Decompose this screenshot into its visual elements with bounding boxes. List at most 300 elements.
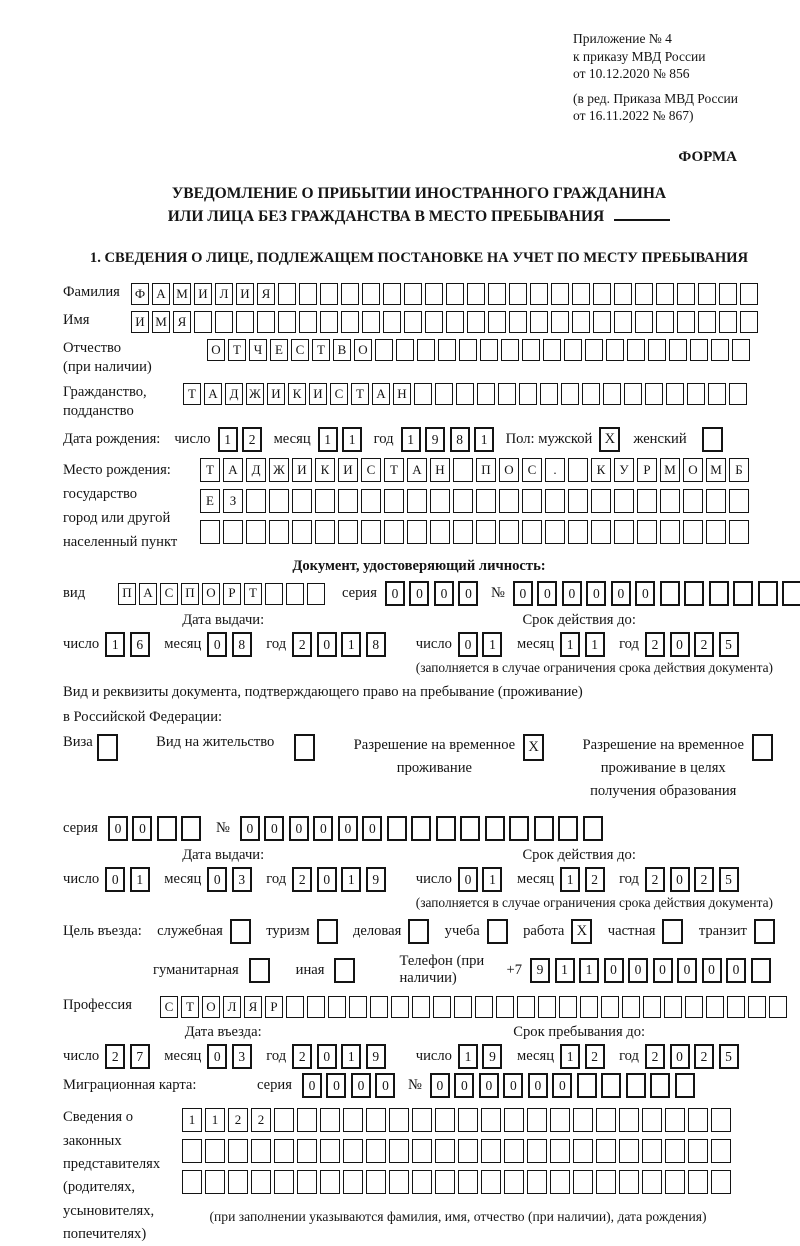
gender-female-checkbox[interactable] [702, 427, 723, 452]
char-box[interactable] [769, 996, 787, 1018]
char-box[interactable]: 0 [628, 958, 648, 983]
char-box[interactable] [519, 383, 537, 405]
char-box[interactable] [362, 283, 380, 305]
char-box[interactable] [522, 520, 542, 544]
char-box[interactable] [366, 1170, 386, 1194]
char-box[interactable] [307, 583, 325, 605]
char-box[interactable] [642, 1170, 662, 1194]
char-box[interactable] [297, 1108, 317, 1132]
char-box[interactable]: Т [384, 458, 404, 482]
char-box[interactable]: П [476, 458, 496, 482]
char-box[interactable]: 2 [105, 1044, 125, 1069]
char-box[interactable] [782, 581, 800, 606]
char-box[interactable] [504, 1108, 524, 1132]
char-box[interactable]: 0 [726, 958, 746, 983]
char-box[interactable] [361, 489, 381, 513]
char-box[interactable] [622, 996, 640, 1018]
char-box[interactable] [246, 520, 266, 544]
char-box[interactable] [454, 996, 472, 1018]
char-box[interactable] [706, 520, 726, 544]
char-box[interactable]: 0 [537, 581, 557, 606]
char-box[interactable] [269, 489, 289, 513]
char-box[interactable]: 0 [313, 816, 333, 841]
char-box[interactable] [504, 1139, 524, 1163]
char-box[interactable]: 0 [362, 816, 382, 841]
char-box[interactable] [320, 1139, 340, 1163]
char-box[interactable]: 2 [251, 1108, 271, 1132]
char-box[interactable] [396, 339, 414, 361]
char-box[interactable] [228, 1139, 248, 1163]
char-box[interactable]: 2 [694, 1044, 714, 1069]
char-box[interactable] [685, 996, 703, 1018]
char-box[interactable]: Ж [246, 383, 264, 405]
char-box[interactable]: 1 [458, 1044, 478, 1069]
char-box[interactable] [711, 1170, 731, 1194]
char-box[interactable] [551, 283, 569, 305]
char-box[interactable]: Н [393, 383, 411, 405]
char-box[interactable] [433, 996, 451, 1018]
char-box[interactable]: Л [223, 996, 241, 1018]
char-box[interactable] [568, 458, 588, 482]
char-box[interactable] [648, 339, 666, 361]
char-box[interactable]: 9 [425, 427, 445, 452]
char-box[interactable] [727, 996, 745, 1018]
char-box[interactable] [527, 1139, 547, 1163]
char-box[interactable] [476, 489, 496, 513]
char-box[interactable]: А [223, 458, 243, 482]
char-box[interactable]: 0 [458, 632, 478, 657]
char-box[interactable]: 0 [670, 1044, 690, 1069]
char-box[interactable] [530, 283, 548, 305]
char-box[interactable]: А [372, 383, 390, 405]
char-box[interactable] [719, 283, 737, 305]
char-box[interactable] [407, 489, 427, 513]
char-box[interactable]: 2 [228, 1108, 248, 1132]
char-box[interactable] [499, 520, 519, 544]
char-box[interactable]: 0 [326, 1073, 346, 1098]
char-box[interactable]: М [660, 458, 680, 482]
char-box[interactable] [729, 383, 747, 405]
char-box[interactable] [619, 1108, 639, 1132]
char-box[interactable] [412, 1170, 432, 1194]
char-box[interactable] [481, 1108, 501, 1132]
char-box[interactable] [559, 996, 577, 1018]
char-box[interactable] [751, 958, 771, 983]
char-box[interactable] [362, 311, 380, 333]
char-box[interactable] [614, 520, 634, 544]
char-box[interactable] [596, 1139, 616, 1163]
char-box[interactable] [614, 311, 632, 333]
char-box[interactable]: 1 [560, 1044, 580, 1069]
char-box[interactable] [530, 311, 548, 333]
char-box[interactable] [496, 996, 514, 1018]
char-box[interactable]: 3 [232, 1044, 252, 1069]
char-box[interactable] [480, 339, 498, 361]
char-box[interactable] [748, 996, 766, 1018]
char-box[interactable] [446, 311, 464, 333]
char-box[interactable] [391, 996, 409, 1018]
char-box[interactable] [435, 1108, 455, 1132]
char-box[interactable]: Я [244, 996, 262, 1018]
char-box[interactable]: К [288, 383, 306, 405]
char-box[interactable]: 0 [317, 867, 337, 892]
char-box[interactable]: 0 [611, 581, 631, 606]
char-box[interactable] [643, 996, 661, 1018]
char-box[interactable] [205, 1170, 225, 1194]
char-box[interactable] [637, 489, 657, 513]
char-box[interactable]: 1 [342, 427, 362, 452]
char-box[interactable]: 0 [552, 1073, 572, 1098]
char-box[interactable]: Р [637, 458, 657, 482]
residence-permit-checkbox[interactable] [294, 734, 315, 761]
char-box[interactable] [458, 1108, 478, 1132]
char-box[interactable]: 1 [560, 632, 580, 657]
char-box[interactable] [568, 489, 588, 513]
char-box[interactable]: Д [225, 383, 243, 405]
char-box[interactable] [711, 339, 729, 361]
char-box[interactable]: С [361, 458, 381, 482]
char-box[interactable] [404, 283, 422, 305]
char-box[interactable] [384, 489, 404, 513]
char-box[interactable]: 1 [482, 867, 502, 892]
char-box[interactable] [758, 581, 778, 606]
gender-male-checkbox[interactable]: X [599, 427, 620, 452]
char-box[interactable]: И [236, 283, 254, 305]
char-box[interactable] [572, 283, 590, 305]
char-box[interactable] [488, 311, 506, 333]
char-box[interactable] [650, 1073, 670, 1098]
char-box[interactable]: 0 [207, 1044, 227, 1069]
char-box[interactable] [338, 520, 358, 544]
char-box[interactable] [182, 1139, 202, 1163]
char-box[interactable] [550, 1139, 570, 1163]
char-box[interactable]: 9 [366, 867, 386, 892]
char-box[interactable]: 9 [530, 958, 550, 983]
char-box[interactable]: 0 [458, 581, 478, 606]
char-box[interactable] [436, 816, 456, 841]
char-box[interactable]: 2 [645, 1044, 665, 1069]
char-box[interactable] [596, 1170, 616, 1194]
char-box[interactable] [181, 816, 201, 841]
char-box[interactable] [387, 816, 407, 841]
char-box[interactable]: 2 [694, 867, 714, 892]
char-box[interactable] [660, 581, 680, 606]
char-box[interactable] [688, 1108, 708, 1132]
char-box[interactable]: . [545, 458, 565, 482]
char-box[interactable] [307, 996, 325, 1018]
char-box[interactable] [669, 339, 687, 361]
char-box[interactable]: 0 [338, 816, 358, 841]
char-box[interactable] [709, 581, 729, 606]
char-box[interactable]: 2 [292, 632, 312, 657]
char-box[interactable]: 0 [351, 1073, 371, 1098]
char-box[interactable] [366, 1139, 386, 1163]
char-box[interactable] [585, 339, 603, 361]
char-box[interactable]: С [160, 996, 178, 1018]
char-box[interactable] [583, 816, 603, 841]
char-box[interactable] [656, 311, 674, 333]
char-box[interactable] [467, 283, 485, 305]
char-box[interactable] [683, 489, 703, 513]
char-box[interactable]: С [291, 339, 309, 361]
char-box[interactable] [236, 311, 254, 333]
char-box[interactable]: Б [729, 458, 749, 482]
char-box[interactable]: Т [228, 339, 246, 361]
char-box[interactable]: 0 [289, 816, 309, 841]
char-box[interactable] [389, 1108, 409, 1132]
char-box[interactable]: 8 [366, 632, 386, 657]
char-box[interactable]: Р [265, 996, 283, 1018]
char-box[interactable]: 0 [604, 958, 624, 983]
char-box[interactable]: 1 [130, 867, 150, 892]
char-box[interactable] [660, 489, 680, 513]
char-box[interactable] [458, 1170, 478, 1194]
char-box[interactable] [435, 1170, 455, 1194]
char-box[interactable] [320, 1108, 340, 1132]
purpose-tourism-checkbox[interactable] [317, 919, 338, 944]
char-box[interactable] [664, 996, 682, 1018]
char-box[interactable] [460, 816, 480, 841]
char-box[interactable] [389, 1139, 409, 1163]
char-box[interactable]: 2 [645, 632, 665, 657]
char-box[interactable]: Т [200, 458, 220, 482]
char-box[interactable] [430, 489, 450, 513]
char-box[interactable] [666, 383, 684, 405]
purpose-official-checkbox[interactable] [230, 919, 251, 944]
char-box[interactable] [711, 1139, 731, 1163]
char-box[interactable]: 0 [702, 958, 722, 983]
char-box[interactable] [614, 489, 634, 513]
char-box[interactable] [656, 283, 674, 305]
char-box[interactable]: Е [200, 489, 220, 513]
char-box[interactable] [558, 816, 578, 841]
char-box[interactable] [366, 1108, 386, 1132]
char-box[interactable] [561, 383, 579, 405]
char-box[interactable] [292, 520, 312, 544]
char-box[interactable]: У [614, 458, 634, 482]
temp-residence-checkbox[interactable]: X [523, 734, 544, 761]
char-box[interactable] [603, 383, 621, 405]
char-box[interactable]: 0 [430, 1073, 450, 1098]
char-box[interactable]: К [315, 458, 335, 482]
char-box[interactable] [383, 311, 401, 333]
char-box[interactable] [389, 1170, 409, 1194]
char-box[interactable] [591, 520, 611, 544]
char-box[interactable]: 0 [105, 867, 125, 892]
char-box[interactable]: 0 [264, 816, 284, 841]
char-box[interactable] [467, 311, 485, 333]
char-box[interactable] [637, 520, 657, 544]
char-box[interactable]: 2 [645, 867, 665, 892]
char-box[interactable]: Н [430, 458, 450, 482]
char-box[interactable] [645, 383, 663, 405]
char-box[interactable]: 0 [240, 816, 260, 841]
char-box[interactable]: 1 [318, 427, 338, 452]
char-box[interactable] [375, 339, 393, 361]
char-box[interactable] [501, 339, 519, 361]
char-box[interactable]: 1 [218, 427, 238, 452]
char-box[interactable] [269, 520, 289, 544]
char-box[interactable] [729, 520, 749, 544]
char-box[interactable]: 1 [341, 1044, 361, 1069]
char-box[interactable] [540, 383, 558, 405]
char-box[interactable] [732, 339, 750, 361]
char-box[interactable]: 0 [513, 581, 533, 606]
char-box[interactable] [729, 489, 749, 513]
char-box[interactable]: 0 [670, 867, 690, 892]
char-box[interactable] [328, 996, 346, 1018]
char-box[interactable]: 9 [482, 1044, 502, 1069]
char-box[interactable]: Д [246, 458, 266, 482]
char-box[interactable]: 0 [207, 867, 227, 892]
char-box[interactable] [573, 1139, 593, 1163]
char-box[interactable]: А [407, 458, 427, 482]
char-box[interactable]: С [330, 383, 348, 405]
char-box[interactable] [194, 311, 212, 333]
char-box[interactable] [665, 1170, 685, 1194]
char-box[interactable] [550, 1170, 570, 1194]
char-box[interactable] [606, 339, 624, 361]
char-box[interactable] [509, 816, 529, 841]
char-box[interactable] [675, 1073, 695, 1098]
char-box[interactable] [425, 311, 443, 333]
purpose-other-checkbox[interactable] [334, 958, 355, 983]
char-box[interactable]: И [292, 458, 312, 482]
char-box[interactable] [404, 311, 422, 333]
char-box[interactable]: 1 [555, 958, 575, 983]
temp-residence-education-checkbox[interactable] [752, 734, 773, 761]
char-box[interactable] [456, 383, 474, 405]
char-box[interactable] [568, 520, 588, 544]
char-box[interactable] [383, 283, 401, 305]
char-box[interactable]: И [338, 458, 358, 482]
char-box[interactable] [265, 583, 283, 605]
char-box[interactable] [551, 311, 569, 333]
char-box[interactable] [527, 1170, 547, 1194]
char-box[interactable]: 2 [292, 867, 312, 892]
char-box[interactable] [517, 996, 535, 1018]
char-box[interactable] [412, 996, 430, 1018]
char-box[interactable] [582, 383, 600, 405]
char-box[interactable]: 1 [401, 427, 421, 452]
char-box[interactable] [384, 520, 404, 544]
char-box[interactable]: 0 [454, 1073, 474, 1098]
char-box[interactable] [200, 520, 220, 544]
char-box[interactable] [435, 1139, 455, 1163]
char-box[interactable] [619, 1139, 639, 1163]
purpose-business-checkbox[interactable] [408, 919, 429, 944]
char-box[interactable]: 0 [317, 632, 337, 657]
char-box[interactable]: 9 [366, 1044, 386, 1069]
char-box[interactable]: 1 [560, 867, 580, 892]
char-box[interactable] [297, 1139, 317, 1163]
char-box[interactable] [572, 311, 590, 333]
char-box[interactable]: 0 [317, 1044, 337, 1069]
char-box[interactable] [414, 383, 432, 405]
char-box[interactable] [157, 816, 177, 841]
char-box[interactable] [665, 1108, 685, 1132]
char-box[interactable]: О [202, 996, 220, 1018]
char-box[interactable] [411, 816, 431, 841]
char-box[interactable]: 0 [207, 632, 227, 657]
char-box[interactable] [476, 520, 496, 544]
char-box[interactable]: М [173, 283, 191, 305]
char-box[interactable] [619, 1170, 639, 1194]
char-box[interactable] [642, 1139, 662, 1163]
char-box[interactable] [690, 339, 708, 361]
char-box[interactable] [498, 383, 516, 405]
char-box[interactable] [370, 996, 388, 1018]
char-box[interactable]: 3 [232, 867, 252, 892]
char-box[interactable] [274, 1108, 294, 1132]
char-box[interactable]: О [354, 339, 372, 361]
char-box[interactable]: 2 [585, 1044, 605, 1069]
char-box[interactable] [343, 1170, 363, 1194]
char-box[interactable]: О [683, 458, 703, 482]
char-box[interactable]: 0 [409, 581, 429, 606]
char-box[interactable] [719, 311, 737, 333]
purpose-transit-checkbox[interactable] [754, 919, 775, 944]
char-box[interactable] [299, 283, 317, 305]
char-box[interactable] [338, 489, 358, 513]
char-box[interactable] [349, 996, 367, 1018]
char-box[interactable]: 0 [503, 1073, 523, 1098]
char-box[interactable] [417, 339, 435, 361]
char-box[interactable]: П [181, 583, 199, 605]
char-box[interactable]: Ч [249, 339, 267, 361]
char-box[interactable] [475, 996, 493, 1018]
char-box[interactable]: М [706, 458, 726, 482]
char-box[interactable] [740, 283, 758, 305]
char-box[interactable]: 0 [302, 1073, 322, 1098]
char-box[interactable] [665, 1139, 685, 1163]
char-box[interactable]: 0 [385, 581, 405, 606]
char-box[interactable] [545, 489, 565, 513]
char-box[interactable]: Я [173, 311, 191, 333]
char-box[interactable]: 2 [694, 632, 714, 657]
char-box[interactable] [459, 339, 477, 361]
char-box[interactable]: 8 [450, 427, 470, 452]
char-box[interactable] [278, 283, 296, 305]
char-box[interactable]: 0 [586, 581, 606, 606]
char-box[interactable] [543, 339, 561, 361]
char-box[interactable] [274, 1139, 294, 1163]
char-box[interactable]: 1 [579, 958, 599, 983]
char-box[interactable] [246, 489, 266, 513]
char-box[interactable] [624, 383, 642, 405]
char-box[interactable]: С [522, 458, 542, 482]
char-box[interactable]: А [152, 283, 170, 305]
char-box[interactable] [591, 489, 611, 513]
char-box[interactable] [740, 311, 758, 333]
char-box[interactable]: Я [257, 283, 275, 305]
char-box[interactable] [251, 1139, 271, 1163]
char-box[interactable] [522, 489, 542, 513]
char-box[interactable] [292, 489, 312, 513]
char-box[interactable] [343, 1139, 363, 1163]
char-box[interactable] [711, 1108, 731, 1132]
char-box[interactable] [320, 1170, 340, 1194]
char-box[interactable] [550, 1108, 570, 1132]
char-box[interactable] [706, 996, 724, 1018]
char-box[interactable]: 7 [130, 1044, 150, 1069]
char-box[interactable] [580, 996, 598, 1018]
char-box[interactable]: 0 [132, 816, 152, 841]
char-box[interactable]: З [223, 489, 243, 513]
char-box[interactable] [677, 311, 695, 333]
char-box[interactable] [446, 283, 464, 305]
char-box[interactable]: 0 [653, 958, 673, 983]
